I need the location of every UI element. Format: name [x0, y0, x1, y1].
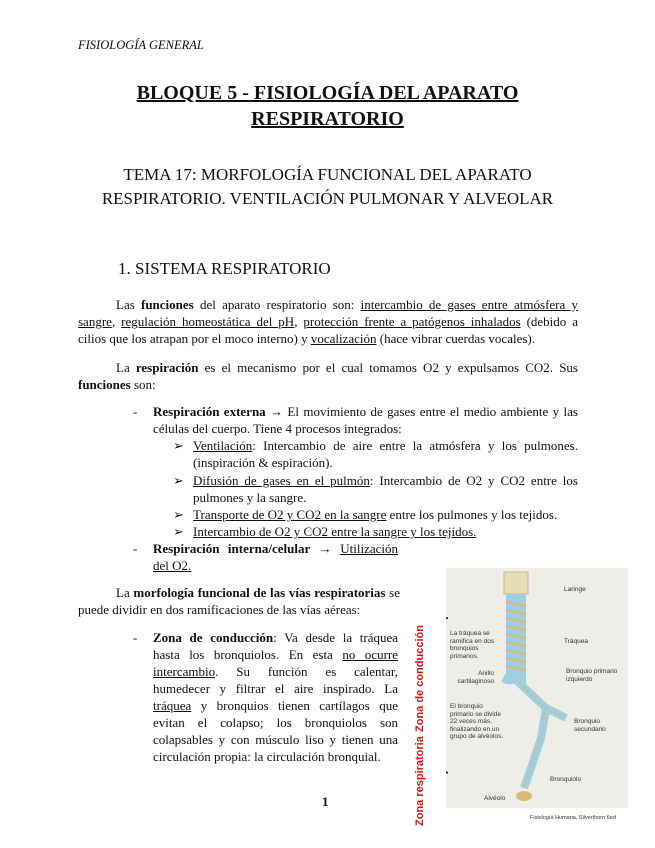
paragraph-morphology: La morfología funcional de las vías respiratorias se puede dividir en dos ramificaciones de las vías aéreas:	[78, 585, 400, 617]
label-laringe: Laringe	[564, 586, 586, 593]
paragraph-respiration: La respiración es el mecanismo por el cual tomamos O2 y expulsamos CO2. Sus funciones son:	[78, 360, 578, 392]
airway-illustration	[446, 568, 628, 808]
figure-credit: Fisiología Humana, Silverthorn 6ed	[530, 815, 616, 821]
list-item-external: - Respiración externa → El movimiento de gases entre el medio ambiente y las células del cuerpo. Tiene 4 procesos integrados:	[133, 404, 578, 436]
sublist-item: ➢ Difusión de gases en el pulmón: Intercambio de O2 y CO2 entre los pulmones y la sangre.	[173, 473, 578, 505]
running-header: FISIOLOGÍA GENERAL	[78, 38, 204, 52]
list-item-conduction-zone: - Zona de conducción: Va desde la tráquea hasta los bronquiolos. En esta no ocurre intercambio. Su función es calentar, humedecer y filtrar el aire inspirado. La tráquea y bronquios tienen cartílagos que evitan el colapso; los bronquiolos son colapsables y con músculo liso y tienen una circulación propia: la circulación bronquial.	[133, 630, 399, 764]
label-ramifica: La tráquea se ramifica en dos bronquios primarios.	[450, 630, 495, 660]
sublist-item: ➢ Intercambio de O2 y CO2 entre la sangre y los tejidos.	[173, 524, 477, 539]
label-anillo: Anillo cartilaginoso	[457, 670, 494, 685]
label-bronquio-secundario: Bronquio secundario	[574, 718, 606, 733]
sublist-item: ➢ Ventilación: Intercambio de aire entre la atmósfera y los pulmones. (inspiración & espiración).	[173, 438, 578, 470]
label-alveolo: Alvéolo	[484, 795, 506, 802]
respiratory-zone-label: Zona respiratoria	[414, 736, 426, 826]
topic-title: TEMA 17: MORFOLOGÍA FUNCIONAL DEL APARATO RESPIRATORIO. VENTILACIÓN PULMONAR Y ALVEOLAR	[101, 165, 554, 208]
label-traquea: Tráquea	[564, 638, 588, 645]
label-bronquiolo: Bronquiolo	[550, 776, 582, 783]
paragraph-functions: Las funciones del aparato respiratorio son: intercambio de gases entre atmósfera y sangre, regulación homeostática del pH, protección frente a patógenos inhalados (debido a cilios que los atrapan por el moco interno) y vocalización (hace vibrar cuerdas vocales).	[78, 297, 579, 346]
label-bronquio-primario: Bronquio primario izquierdo	[566, 668, 618, 683]
conduction-zone-label: Zona de conducción	[414, 625, 426, 732]
sublist-item: ➢ Transporte de O2 y CO2 en la sangre entre los pulmones y los tejidos.	[173, 507, 558, 522]
airway-figure	[446, 568, 628, 808]
list-item-internal: - Respiración interna/celular → Utilización del O2.	[133, 541, 398, 573]
page-number: 1	[322, 794, 329, 809]
label-divide: El bronquio primario se divide 22 veces más, finalizando en un grupo de alvéolos.	[450, 703, 504, 740]
block-title: BLOQUE 5 - FISIOLOGÍA DEL APARATO RESPIRATORIO	[136, 82, 519, 130]
section-heading: 1. SISTEMA RESPIRATORIO	[118, 259, 331, 278]
